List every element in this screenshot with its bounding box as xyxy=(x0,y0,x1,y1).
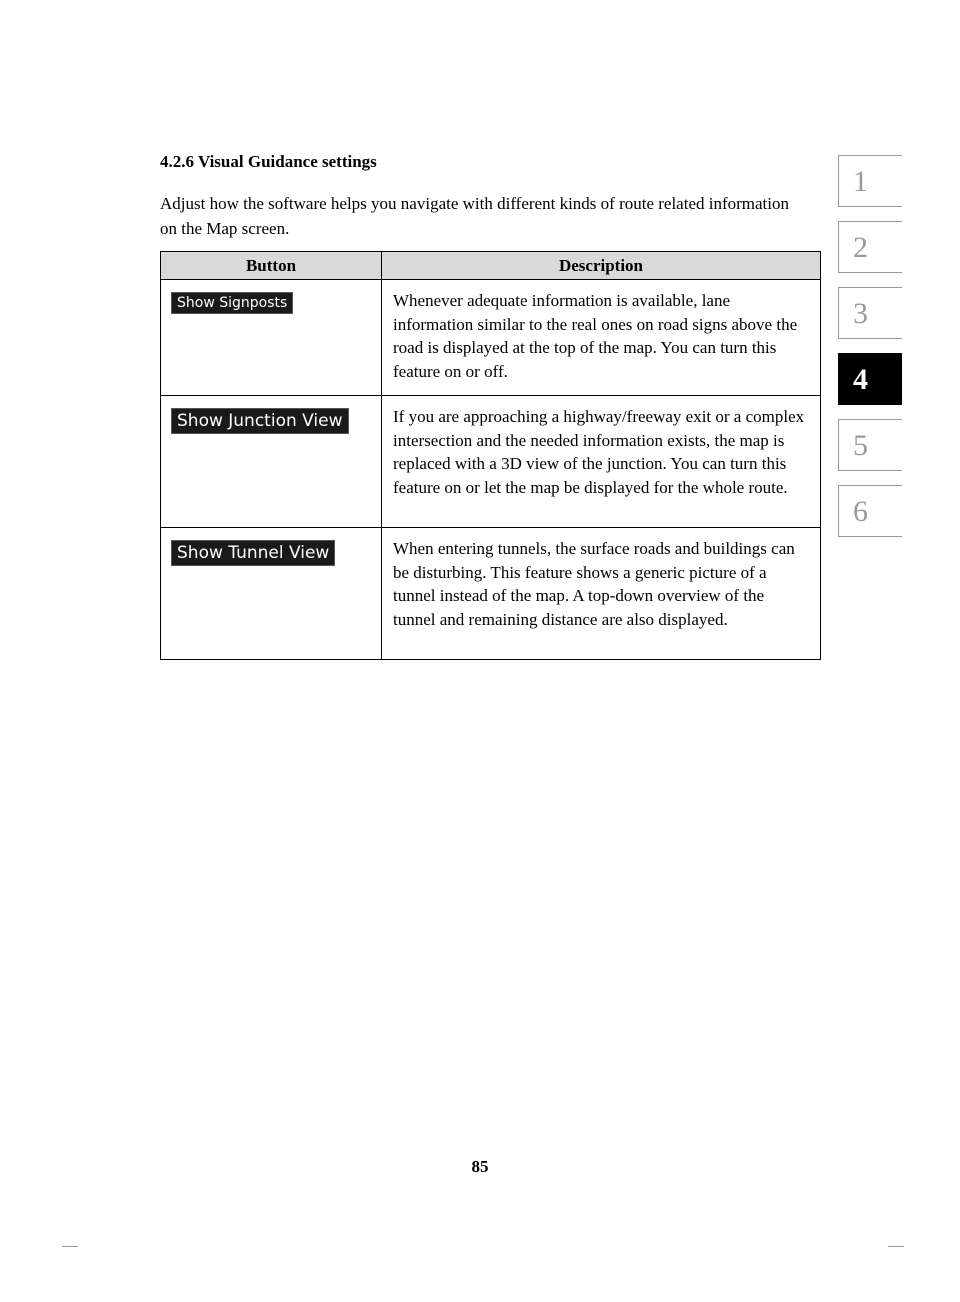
show-tunnel-view-button[interactable]: Show Tunnel View xyxy=(171,540,335,566)
crop-mark-right xyxy=(888,1246,904,1247)
button-cell xyxy=(161,280,382,396)
chapter-tab-4[interactable]: 4 xyxy=(838,353,902,405)
table-row xyxy=(161,280,821,396)
visual-guidance-table xyxy=(160,251,821,660)
show-signposts-button[interactable]: Show Signposts xyxy=(171,292,293,314)
section-heading: 4.2.6 Visual Guidance settings xyxy=(160,152,377,171)
button-cell xyxy=(161,396,382,528)
table-row xyxy=(161,396,821,528)
chapter-tab-2[interactable]: 2 xyxy=(838,221,902,273)
crop-mark-left xyxy=(62,1246,78,1247)
chapter-tab-5[interactable]: 5 xyxy=(838,419,902,471)
chapter-tab-3[interactable]: 3 xyxy=(838,287,902,339)
description-cell: If you are approaching a highway/freeway exit or a complex intersection and the needed information exists, the map is replaced with a 3D view of the junction. You can turn this feature on or let the map be displayed for the whole route. xyxy=(382,396,821,528)
show-junction-view-button[interactable]: Show Junction View xyxy=(171,408,349,434)
intro-paragraph: Adjust how the software helps you navigate with different kinds of route related information on the Map screen. xyxy=(160,194,789,238)
header-button: Button xyxy=(161,252,382,280)
table-header-row xyxy=(161,252,821,280)
page-number: 85 xyxy=(471,1157,489,1176)
description-cell: Whenever adequate information is available, lane information similar to the real ones on road signs above the road is displayed at the top of the map. You can turn this feature on or off. xyxy=(382,280,821,396)
description-cell: When entering tunnels, the surface roads and buildings can be disturbing. This feature shows a generic picture of a tunnel instead of the map. A top-down overview of the tunnel and remaining distance are also displayed. xyxy=(382,528,821,660)
button-cell xyxy=(161,528,382,660)
table-row xyxy=(161,528,821,660)
chapter-tab-6[interactable]: 6 xyxy=(838,485,902,537)
chapter-tab-1[interactable]: 1 xyxy=(838,155,902,207)
header-description: Description xyxy=(382,252,821,280)
